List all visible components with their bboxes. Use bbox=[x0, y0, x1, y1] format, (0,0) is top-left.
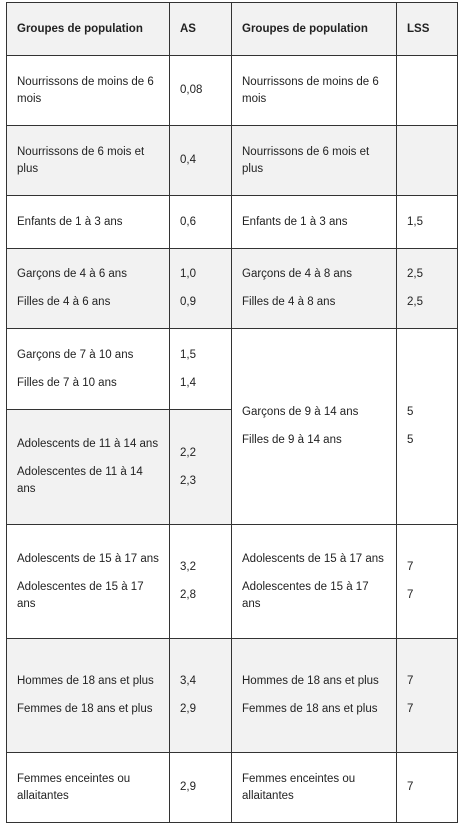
table-row bbox=[7, 126, 458, 196]
cell-lss-value: 1,5 bbox=[397, 196, 458, 249]
group-label: Adolescentes de 15 à 17 ans bbox=[242, 580, 369, 610]
cell-group-lss bbox=[232, 249, 397, 329]
cell-group-lss: Nourrissons de 6 mois et plus bbox=[232, 126, 397, 196]
header-lss: LSS bbox=[397, 3, 458, 56]
value-label: 0,9 bbox=[180, 296, 196, 308]
value-label: 1,4 bbox=[180, 376, 196, 389]
group-label: Adolescentes de 11 à 14 ans bbox=[17, 466, 143, 495]
cell-as-value bbox=[170, 249, 232, 329]
cell-lss-value bbox=[397, 249, 458, 329]
cell-lss-value: 7 bbox=[397, 753, 458, 823]
group-label: Adolescentes de 15 à 17 ans bbox=[17, 580, 144, 610]
cell-group-as: Femmes enceintes ou allaitantes bbox=[7, 753, 170, 823]
header-population-groups-2: Groupes de population bbox=[232, 3, 397, 56]
group-label: Adolescents de 15 à 17 ans bbox=[242, 552, 384, 565]
group-label: Filles de 4 à 6 ans bbox=[17, 296, 111, 308]
group-label: Femmes de 18 ans et plus bbox=[17, 703, 153, 715]
group-label: Femmes de 18 ans et plus bbox=[242, 703, 378, 715]
value-label: 2,9 bbox=[180, 703, 196, 715]
table-row bbox=[7, 249, 458, 329]
value-label: 7 bbox=[407, 589, 414, 601]
cell-group-as bbox=[7, 639, 170, 753]
value-label: 5 bbox=[407, 434, 414, 446]
cell-group-as: Enfants de 1 à 3 ans bbox=[7, 196, 170, 249]
cell-group-as bbox=[7, 249, 170, 329]
value-label: 2,3 bbox=[180, 474, 196, 487]
table-row bbox=[7, 753, 458, 823]
value-label: 7 bbox=[407, 703, 414, 715]
cell-lss-value bbox=[397, 126, 458, 196]
value-label: 2,5 bbox=[407, 296, 423, 308]
header-row bbox=[7, 3, 458, 56]
cell-group-lss-merged bbox=[232, 329, 397, 525]
value-label: 5 bbox=[407, 406, 414, 418]
group-label: Hommes de 18 ans et plus bbox=[17, 675, 154, 687]
cell-group-lss: Enfants de 1 à 3 ans bbox=[232, 196, 397, 249]
group-label: Garçons de 4 à 6 ans bbox=[17, 268, 127, 280]
cell-as-value bbox=[170, 329, 232, 410]
header-as: AS bbox=[170, 3, 232, 56]
cell-group-as bbox=[7, 525, 170, 639]
cell-group-lss bbox=[232, 639, 397, 753]
cell-group-as: Nourrissons de moins de 6 mois bbox=[7, 56, 170, 126]
table-row bbox=[7, 196, 458, 249]
header-population-groups-1: Groupes de population bbox=[7, 3, 170, 56]
value-label: 2,2 bbox=[180, 446, 196, 459]
group-label: Garçons de 4 à 8 ans bbox=[242, 268, 352, 280]
value-label: 2,5 bbox=[407, 268, 423, 280]
group-label: Garçons de 7 à 10 ans bbox=[17, 348, 134, 361]
cell-group-lss: Nourrissons de moins de 6 mois bbox=[232, 56, 397, 126]
cell-lss-value bbox=[397, 639, 458, 753]
nutrient-reference-table bbox=[6, 2, 458, 823]
group-label: Adolescents de 11 à 14 ans bbox=[17, 438, 159, 450]
cell-as-value bbox=[170, 410, 232, 525]
value-label: 7 bbox=[407, 561, 414, 573]
table-row bbox=[7, 639, 458, 753]
cell-as-value: 0,08 bbox=[170, 56, 232, 126]
cell-lss-value-merged bbox=[397, 329, 458, 525]
value-label: 1,5 bbox=[180, 348, 196, 361]
group-label: Filles de 4 à 8 ans bbox=[242, 296, 336, 308]
group-label: Filles de 7 à 10 ans bbox=[17, 376, 117, 389]
table-row bbox=[7, 56, 458, 126]
cell-as-value: 0,4 bbox=[170, 126, 232, 196]
value-label: 2,8 bbox=[180, 589, 196, 601]
cell-as-value bbox=[170, 525, 232, 639]
cell-group-as: Nourrissons de 6 mois et plus bbox=[7, 126, 170, 196]
group-label: Adolescents de 15 à 17 ans bbox=[17, 552, 159, 565]
cell-as-value: 2,9 bbox=[170, 753, 232, 823]
cell-lss-value bbox=[397, 525, 458, 639]
cell-group-lss bbox=[232, 525, 397, 639]
cell-as-value: 0,6 bbox=[170, 196, 232, 249]
table-row bbox=[7, 525, 458, 639]
cell-as-value bbox=[170, 639, 232, 753]
value-label: 3,4 bbox=[180, 675, 196, 687]
table-row bbox=[7, 329, 458, 410]
cell-group-lss: Femmes enceintes ou allaitantes bbox=[232, 753, 397, 823]
value-label: 3,2 bbox=[180, 561, 196, 573]
value-label: 1,0 bbox=[180, 268, 196, 280]
cell-lss-value bbox=[397, 56, 458, 126]
cell-group-as bbox=[7, 410, 170, 525]
group-label: Garçons de 9 à 14 ans bbox=[242, 406, 359, 418]
group-label: Filles de 9 à 14 ans bbox=[242, 434, 342, 446]
value-label: 7 bbox=[407, 675, 414, 687]
group-label: Hommes de 18 ans et plus bbox=[242, 675, 379, 687]
cell-group-as bbox=[7, 329, 170, 410]
